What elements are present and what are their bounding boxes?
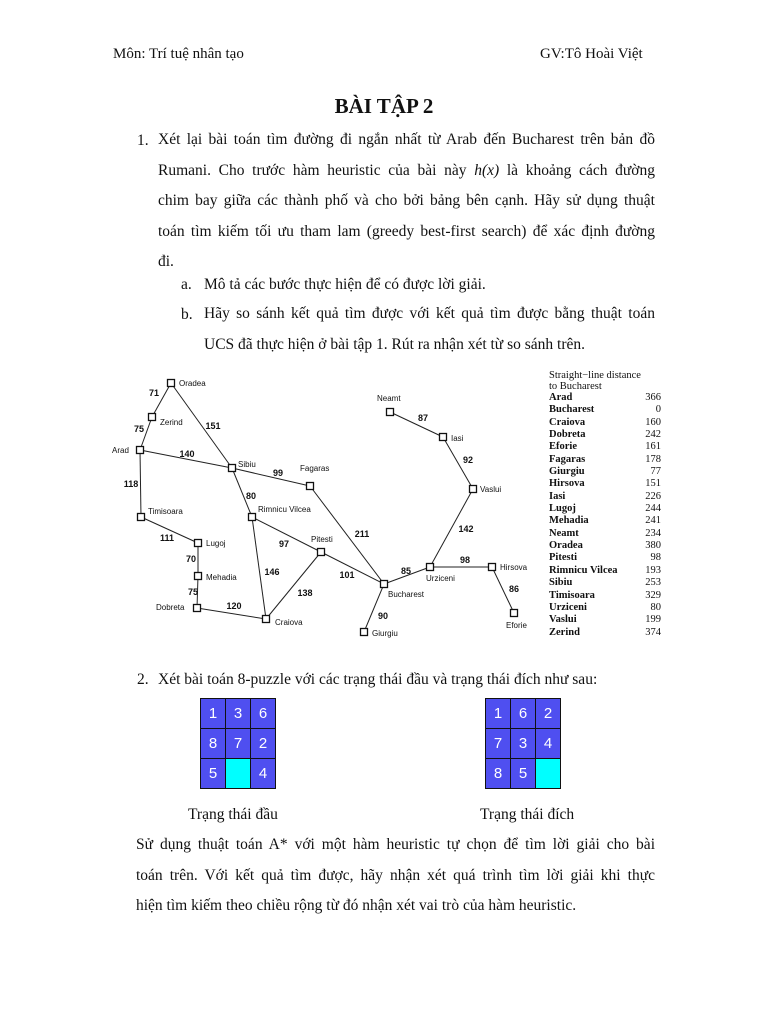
puzzle-row — [201, 699, 276, 729]
header-subject: Môn: Trí tuệ nhân tạo — [113, 46, 244, 62]
q1-line: chim bay giữa các thành phố và cho bởi bảng bên cạnh. Hãy sử dụng thuật — [158, 192, 655, 209]
sld-value: 178 — [645, 453, 661, 465]
road-distance-label: 75 — [187, 587, 199, 597]
sld-row — [549, 417, 661, 429]
sld-row — [549, 577, 661, 589]
heuristic-symbol: h(x) — [474, 161, 500, 179]
road-distance-label: 80 — [245, 491, 257, 501]
map-cities — [112, 379, 528, 638]
road-distance-label: 111 — [159, 533, 175, 543]
sld-city: Timisoara — [549, 589, 595, 601]
road-bucharest-giurgiu — [364, 584, 384, 632]
puzzle-tile: 4 — [251, 759, 276, 789]
puzzle-blank-tile — [226, 759, 251, 789]
city-node-fagaras — [307, 483, 314, 490]
city-label: Zerind — [160, 418, 183, 427]
city-node-timisoara — [138, 514, 145, 521]
sld-city: Dobreta — [549, 429, 586, 441]
sld-city: Oradea — [549, 540, 583, 552]
sld-caption: Straight−line distance — [549, 370, 641, 381]
road-distance-label: 146 — [264, 567, 280, 577]
sld-row — [549, 627, 661, 639]
sld-city: Sibiu — [549, 577, 573, 589]
road-distance-label: 138 — [297, 588, 313, 598]
puzzle-tile: 6 — [251, 699, 276, 729]
road-distance-label: 99 — [272, 468, 284, 478]
q1-a-text: Mô tả các bước thực hiện để có được lời giải. — [204, 276, 486, 293]
sld-city: Giurgiu — [549, 466, 585, 478]
road-distance-label: 142 — [458, 524, 474, 534]
road-distance-label: 85 — [400, 566, 412, 576]
sld-value: 244 — [645, 503, 661, 515]
sld-row — [549, 602, 661, 614]
puzzle-tile: 7 — [486, 729, 511, 759]
city-node-iasi — [440, 434, 447, 441]
city-label: Rimnicu Vilcea — [258, 505, 311, 514]
city-label: Oradea — [179, 379, 206, 388]
city-node-eforie — [511, 610, 518, 617]
sld-city: Hirsova — [549, 478, 585, 490]
q1-number: 1. — [137, 132, 149, 149]
q1-line: toán tìm kiếm tối ưu tham lam (greedy best-first search) để xác định đường — [158, 222, 655, 240]
q1-a-label: a. — [181, 276, 192, 293]
sld-value: 160 — [645, 416, 661, 428]
header-teacher: GV:Tô Hoài Việt — [540, 46, 643, 62]
sld-city: Neamt — [549, 527, 579, 539]
road-distance-label: 86 — [508, 584, 520, 594]
city-label: Urziceni — [426, 574, 455, 583]
road-distance-label: 120 — [226, 601, 242, 611]
map-road-labels — [124, 388, 519, 621]
city-node-dobreta — [194, 605, 201, 612]
city-node-urziceni — [427, 564, 434, 571]
q1-b-label: b. — [181, 306, 193, 323]
sld-table — [549, 370, 661, 639]
sld-row — [549, 540, 661, 552]
puzzle-goal-state — [485, 698, 561, 789]
sld-value: 151 — [645, 478, 661, 490]
road-distance-label: 97 — [278, 539, 290, 549]
sld-row — [549, 528, 661, 540]
city-label: Fagaras — [300, 464, 330, 473]
puzzle-tile: 5 — [511, 759, 536, 789]
sld-row — [549, 491, 661, 503]
q2-number: 2. — [137, 671, 149, 688]
road-sibiu-fagaras — [232, 468, 310, 486]
city-node-oradea — [168, 380, 175, 387]
puzzle-tile: 5 — [201, 759, 226, 789]
q1-b-line: UCS đã thực hiện ở bài tập 1. Rút ra nhận xét từ so sánh trên. — [204, 335, 585, 353]
road-craiova-pitesti — [266, 552, 321, 619]
city-label: Arad — [112, 446, 129, 455]
sld-city: Fagaras — [549, 453, 586, 465]
initial-state-caption: Trạng thái đầu — [188, 806, 278, 823]
sld-city: Pitesti — [549, 552, 577, 564]
sld-value: 0 — [655, 404, 661, 416]
q1-b-line: Hãy so sánh kết quả tìm được với kết quả tìm được bằng thuật toán — [204, 305, 655, 322]
sld-city: Zerind — [549, 626, 580, 638]
puzzle-tile: 3 — [226, 699, 251, 729]
city-label: Neamt — [377, 394, 401, 403]
puzzle-row — [486, 699, 561, 729]
road-distance-label: 70 — [185, 554, 197, 564]
city-label: Mehadia — [206, 573, 237, 582]
q2-intro: Xét bài toán 8-puzzle với các trạng thái đầu và trạng thái đích như sau: — [158, 671, 598, 688]
puzzle-tile: 3 — [511, 729, 536, 759]
city-label: Hirsova — [500, 563, 528, 572]
q2-line: toán trên. Với kết quả tìm được, hãy nhận xét quá trình tìm lời giải khi thực — [136, 866, 655, 884]
sld-row — [549, 503, 661, 515]
city-label: Dobreta — [156, 603, 185, 612]
city-node-neamt — [387, 409, 394, 416]
sld-value: 199 — [645, 614, 661, 626]
puzzle-tile: 2 — [536, 699, 561, 729]
puzzle-tile: 2 — [251, 729, 276, 759]
puzzle-tile: 1 — [201, 699, 226, 729]
puzzle-row — [486, 729, 561, 759]
sld-row — [549, 552, 661, 564]
sld-value: 329 — [645, 589, 661, 601]
puzzle-row — [201, 729, 276, 759]
sld-city: Lugoj — [549, 503, 576, 515]
city-node-vaslui — [470, 486, 477, 493]
sld-row — [549, 392, 661, 404]
road-iasi-neamt — [390, 412, 443, 437]
city-node-zerind — [149, 414, 156, 421]
road-distance-label: 151 — [205, 421, 221, 431]
sld-row — [549, 614, 661, 626]
road-distance-label: 140 — [179, 449, 195, 459]
city-node-mehadia — [195, 573, 202, 580]
sld-value: 241 — [645, 515, 661, 527]
sld-value: 374 — [645, 626, 661, 638]
puzzle-tile: 8 — [486, 759, 511, 789]
sld-city: Rimnicu Vilcea — [549, 564, 618, 576]
sld-row — [549, 515, 661, 527]
city-label: Bucharest — [388, 590, 425, 599]
city-node-bucharest — [381, 581, 388, 588]
q1-line: Xét lại bài toán tìm đường đi ngắn nhất từ Arab đến Bucharest trên bản đồ — [158, 131, 655, 148]
page-title: BÀI TẬP 2 — [334, 94, 434, 118]
city-node-lugoj — [195, 540, 202, 547]
sld-city: Arad — [549, 392, 573, 403]
sld-row — [549, 404, 661, 416]
sld-value: 242 — [645, 429, 661, 441]
sld-value: 193 — [645, 564, 661, 576]
city-label: Iasi — [451, 434, 464, 443]
sld-value: 234 — [645, 527, 661, 539]
city-node-sibiu — [229, 465, 236, 472]
puzzle-tile: 4 — [536, 729, 561, 759]
sld-row — [549, 478, 661, 490]
sld-city: Eforie — [549, 441, 577, 453]
sld-row — [549, 441, 661, 453]
road-distance-label: 92 — [462, 455, 474, 465]
city-node-giurgiu — [361, 629, 368, 636]
city-label: Eforie — [506, 621, 527, 630]
road-distance-label: 75 — [133, 424, 145, 434]
city-node-arad — [137, 447, 144, 454]
sld-value: 380 — [645, 540, 661, 552]
puzzle-row — [201, 759, 276, 789]
puzzle-initial-state — [200, 698, 276, 789]
city-label: Giurgiu — [372, 629, 398, 638]
q1-line: Rumani. Cho trước hàm heuristic của bài này h(x) là khoảng cách đường — [158, 161, 655, 179]
sld-value: 253 — [645, 577, 661, 589]
q2-paragraph — [136, 830, 655, 922]
road-arad-timisoara — [140, 450, 141, 517]
goal-state-caption: Trạng thái đích — [480, 806, 575, 823]
city-label: Craiova — [275, 618, 303, 627]
sld-value: 80 — [650, 601, 661, 613]
road-distance-label: 211 — [354, 529, 370, 539]
puzzle-blank-tile — [536, 759, 561, 789]
city-label: Timisoara — [148, 507, 183, 516]
road-distance-label: 71 — [148, 388, 160, 398]
road-distance-label: 118 — [123, 479, 139, 489]
city-label: Vaslui — [480, 485, 502, 494]
city-label: Pitesti — [311, 535, 333, 544]
q2-line: hiện tìm kiếm theo chiều rộng từ đó nhận xét vai trò của hàm heuristic. — [136, 897, 577, 914]
puzzle-tile: 1 — [486, 699, 511, 729]
city-node-rimnicu-vilcea — [249, 514, 256, 521]
road-distance-label: 90 — [377, 611, 389, 621]
sld-row — [549, 466, 661, 478]
puzzle-row — [486, 759, 561, 789]
road-distance-label: 98 — [459, 555, 471, 565]
sld-value: 161 — [645, 441, 661, 453]
sld-city: Mehadia — [549, 515, 589, 527]
puzzle-tile: 6 — [511, 699, 536, 729]
puzzle-tile: 7 — [226, 729, 251, 759]
sld-city: Craiova — [549, 416, 586, 428]
sld-city: Bucharest — [549, 404, 595, 416]
road-distance-label: 87 — [417, 413, 429, 423]
q2-line: Sử dụng thuật toán A* với một hàm heuristic tự chọn để tìm lời giải cho bài — [136, 836, 655, 853]
city-node-craiova — [263, 616, 270, 623]
sld-row — [549, 454, 661, 466]
sld-rows — [549, 392, 661, 639]
road-distance-label: 101 — [339, 570, 355, 580]
city-label: Lugoj — [206, 539, 226, 548]
sld-value: 77 — [650, 466, 661, 478]
sld-value: 98 — [650, 552, 661, 564]
sld-value: 226 — [645, 490, 661, 502]
q1-line: đi. — [158, 253, 174, 270]
puzzle-tile: 8 — [201, 729, 226, 759]
sld-row — [549, 590, 661, 602]
sld-row — [549, 565, 661, 577]
sld-row — [549, 429, 661, 441]
sld-city: Urziceni — [549, 601, 587, 613]
city-node-pitesti — [318, 549, 325, 556]
sld-city: Vaslui — [549, 614, 577, 626]
sld-caption: to Bucharest — [549, 381, 602, 392]
sld-city: Iasi — [549, 490, 566, 502]
city-node-hirsova — [489, 564, 496, 571]
sld-value: 366 — [645, 392, 661, 403]
city-label: Sibiu — [238, 460, 256, 469]
